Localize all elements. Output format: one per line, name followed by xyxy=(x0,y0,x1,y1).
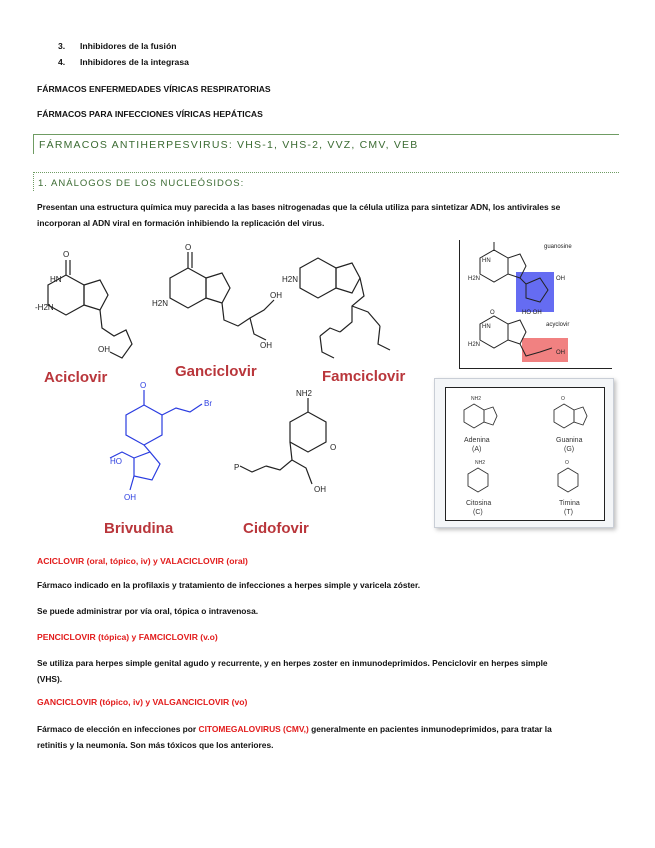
atom-label: NH2 xyxy=(296,389,313,398)
atom-label: H2N xyxy=(468,276,481,282)
atom-label: OH xyxy=(556,276,565,282)
penciclovir-paragraph xyxy=(37,655,632,687)
base-letter: (T) xyxy=(564,509,573,516)
atom-label: HO xyxy=(110,457,122,466)
list-number: 4. xyxy=(58,57,66,67)
base-letter: (C) xyxy=(473,509,483,516)
base-letter: (G) xyxy=(564,446,575,453)
base-name: Citosina xyxy=(466,500,492,507)
atom-label: O xyxy=(330,443,337,452)
base-name: Guanina xyxy=(556,437,583,444)
nucleobases-figure xyxy=(434,378,614,528)
label-famciclovir: Famciclovir xyxy=(322,368,406,385)
section-title: FÁRMACOS ANTIHERPESVIRUS: VHS-1, VHS-2, VVZ, CMV, VEB xyxy=(39,139,419,151)
list-item-3 xyxy=(58,41,176,51)
cmv-highlight: CITOMEGALOVIRUS (CMV,) xyxy=(198,724,309,734)
heading-hepaticas: FÁRMACOS PARA INFECCIONES VÍRICAS HEPÁTICAS xyxy=(37,109,263,119)
intro-line-2: incorporan al ADN viral en formación inhibiendo la replicación del virus. xyxy=(37,218,325,228)
heading-respiratorias: FÁRMACOS ENFERMEDADES VÍRICAS RESPIRATORIAS xyxy=(37,84,271,94)
drug-title-aciclovir: ACICLOVIR (oral, tópico, iv) y VALACICLOVIR (oral) xyxy=(37,556,248,566)
list-number: 3. xyxy=(58,41,66,51)
penciclovir-line-2: (VHS). xyxy=(37,674,63,684)
aciclovir-paragraph-1: Fármaco indicado en la profilaxis y tratamiento de infecciones a herpes simple y varicela zóster. xyxy=(37,580,421,590)
atom-label: OH xyxy=(556,350,565,356)
drug-title-ganciclovir: GANCICLOVIR (tópico, iv) y VALGANCICLOVIR (vo) xyxy=(37,697,248,707)
label-brivudina: Brivudina xyxy=(104,520,174,537)
penciclovir-line-1: Se utiliza para herpes simple genital agudo y recurrente, y en herpes zoster en inmunodeprimidos. Penciclovir en herpes simple xyxy=(37,658,548,668)
label-aciclovir: Aciclovir xyxy=(44,369,108,386)
section-title-box xyxy=(33,134,619,154)
guanosine-label: guanosine xyxy=(544,244,572,250)
atom-label: Br xyxy=(204,399,212,408)
intro-line-1: Presentan una estructura química muy parecida a las bases nitrogenadas que la célula utiliza para sintetizar ADN, los antivirales se xyxy=(37,202,561,212)
atom-label: O xyxy=(561,396,565,402)
guanosine-acyclovir-figure xyxy=(459,240,612,369)
list-text: Inhibidores de la integrasa xyxy=(80,57,189,67)
atom-label: OH xyxy=(98,345,110,354)
atom-label: OH xyxy=(260,341,272,350)
nucleoside-analogs-figure xyxy=(30,240,430,545)
ganciclovir-text-before: Fármaco de elección en infecciones por xyxy=(37,724,199,734)
atom-label: H2N xyxy=(468,342,481,348)
list-text: Inhibidores de la fusión xyxy=(80,41,177,51)
atom-label: O xyxy=(490,310,495,316)
ganciclovir-line-1 xyxy=(37,721,632,737)
label-ganciclovir: Ganciclovir xyxy=(175,363,257,380)
ganciclovir-line-2: retinitis y la neumonía. Son más tóxicos que los anteriores. xyxy=(37,740,274,750)
list-item-4 xyxy=(58,57,189,67)
atom-label: P xyxy=(234,463,240,472)
atom-label: O xyxy=(140,381,147,390)
atom-label: HN xyxy=(482,258,491,264)
ganciclovir-paragraph xyxy=(37,721,632,753)
atom-label: OH xyxy=(124,493,136,502)
atom-label: HN xyxy=(50,275,62,284)
label-cidofovir: Cidofovir xyxy=(243,520,309,537)
atom-label: OH xyxy=(270,291,282,300)
atom-label: H2N xyxy=(282,275,299,284)
atom-label: H2N xyxy=(152,299,169,308)
atom-label: HO OH xyxy=(522,310,542,316)
atom-label: HN xyxy=(482,324,491,330)
acyclovir-label: acyclovir xyxy=(546,322,570,328)
subsection-title-box xyxy=(33,172,619,191)
atom-label: OH xyxy=(314,485,326,494)
base-name: Timina xyxy=(559,500,580,507)
subsection-title: 1. ANÁLOGOS DE LOS NUCLEÓSIDOS: xyxy=(38,178,245,189)
atom-label: -H2N xyxy=(35,303,54,312)
intro-paragraph xyxy=(37,199,627,231)
atom-label: O xyxy=(565,460,569,466)
drug-title-penciclovir: PENCICLOVIR (tópica) y FAMCICLOVIR (v.o) xyxy=(37,632,218,642)
atom-label: O xyxy=(185,243,192,252)
base-letter: (A) xyxy=(472,446,482,453)
atom-label: O xyxy=(63,250,70,259)
atom-label: NH2 xyxy=(475,460,486,466)
atom-label: NH2 xyxy=(471,396,482,402)
ganciclovir-text-after: generalmente en pacientes inmunodeprimidos, para tratar la xyxy=(308,724,552,734)
base-name: Adenina xyxy=(464,437,490,444)
aciclovir-paragraph-2: Se puede administrar por vía oral, tópica o intravenosa. xyxy=(37,606,259,616)
